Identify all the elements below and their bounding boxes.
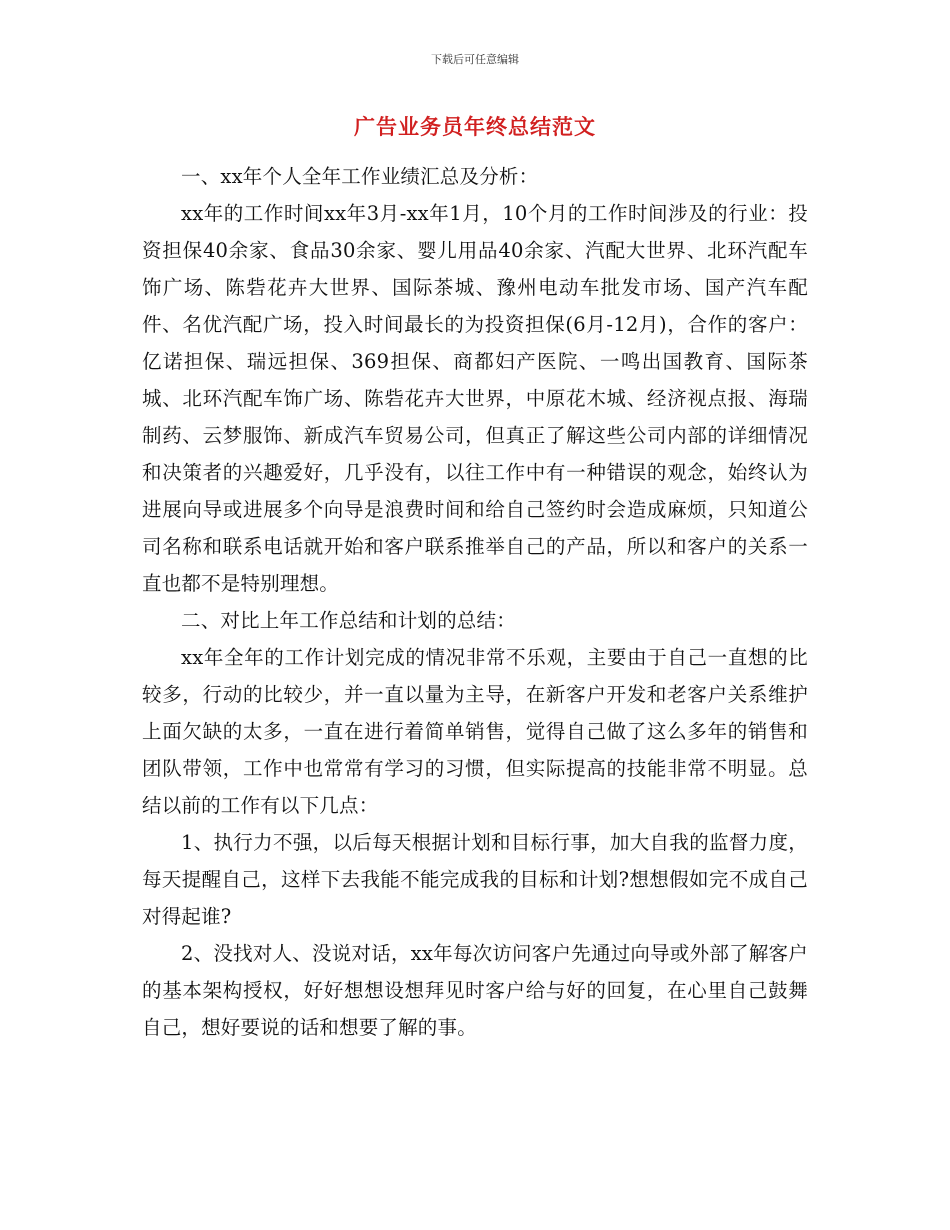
section-heading-2: 二、对比上年工作总结和计划的总结： <box>181 609 516 632</box>
paragraph-work-summary: xx年的工作时间xx年3月-xx年1月，10个月的工作时间涉及的行业：投资担保40余家、食品30余家、婴儿用品40余家、汽配大世界、北环汽配车饰广场、陈砦花卉大世界、国际茶城、豫州电动车批发市场、国产汽车配件、名优汽配广场，投入时间最长的为投资担保(6月-12月)，合作的客户：亿诺担保、瑞远担保、369担保、商都妇产医院、一鸣出国教育、国际茶城、北环汽配车饰广场、陈砦花卉大世界，中原花木城、经济视点报、海瑞制药、云梦服饰、新成汽车贸易公司，但真正了解这些公司内部的详细情况和决策者的兴趣爱好，几乎没有，以往工作中有一种错误的观念，始终认为进展向导或进展多个向导是浪费时间和给自己签约时会造成麻烦，只知道公司名称和联系电话就开始和客户联系推举自己的产品，所以和客户的关系一直也都不是特别理想。 <box>142 202 808 595</box>
document-title: 广告业务员年终总结范文 <box>354 114 596 139</box>
paragraph-point-2: 2、没找对人、没说对话，xx年每次访问客户先通过向导或外部了解客户的基本架构授权，好好想想设想拜见时客户给与好的回复，在心里自己鼓舞自己，想好要说的话和想要了解的事。 <box>142 942 808 1039</box>
section-heading-1: 一、xx年个人全年工作业绩汇总及分析： <box>181 165 539 188</box>
paragraph-point-1: 1、执行力不强，以后每天根据计划和目标行事，加大自我的监督力度，每天提醒自己，这样下去我能不能完成我的目标和计划?想想假如完不成自己对得起谁? <box>142 831 808 928</box>
page-header-note: 下载后可任意编辑 <box>431 53 519 66</box>
document-body <box>142 158 808 1046</box>
paragraph-plan-review: xx年全年的工作计划完成的情况非常不乐观，主要由于自己一直想的比较多，行动的比较少，并一直以量为主导，在新客户开发和老客户关系维护上面欠缺的太多，一直在进行着简单销售，觉得自己做了这么多年的销售和团队带领，工作中也常常有学习的习惯，但实际提高的技能非常不明显。总结以前的工作有以下几点： <box>142 646 808 817</box>
